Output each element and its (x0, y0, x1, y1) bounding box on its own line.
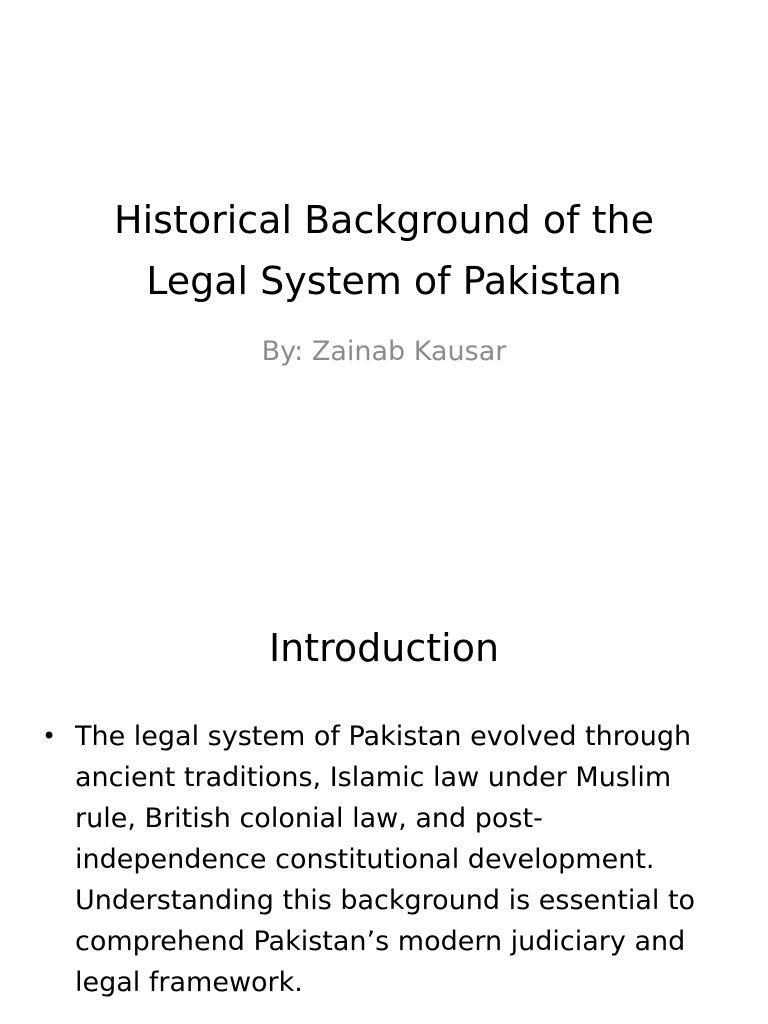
bullet-list (42, 716, 722, 1003)
bullet-icon: • (42, 722, 57, 750)
slide-title-line: Legal System of Pakistan (146, 258, 622, 303)
bullet-text: The legal system of Pakistan evolved through ancient traditions, Islamic law under Muslim rule, British colonial law, and post-independence constitutional development. Understanding this background is essential to comprehend Pakistan’s modern judiciary and legal framework. (75, 721, 696, 998)
bullet-item (42, 716, 722, 1003)
slide-title-line: Historical Background of the (114, 198, 654, 242)
introduction-slide (0, 576, 768, 1024)
slide-subtitle: By: Zainab Kausar (261, 336, 507, 367)
slide-title: Introduction (268, 626, 500, 670)
slide-title (60, 190, 708, 312)
